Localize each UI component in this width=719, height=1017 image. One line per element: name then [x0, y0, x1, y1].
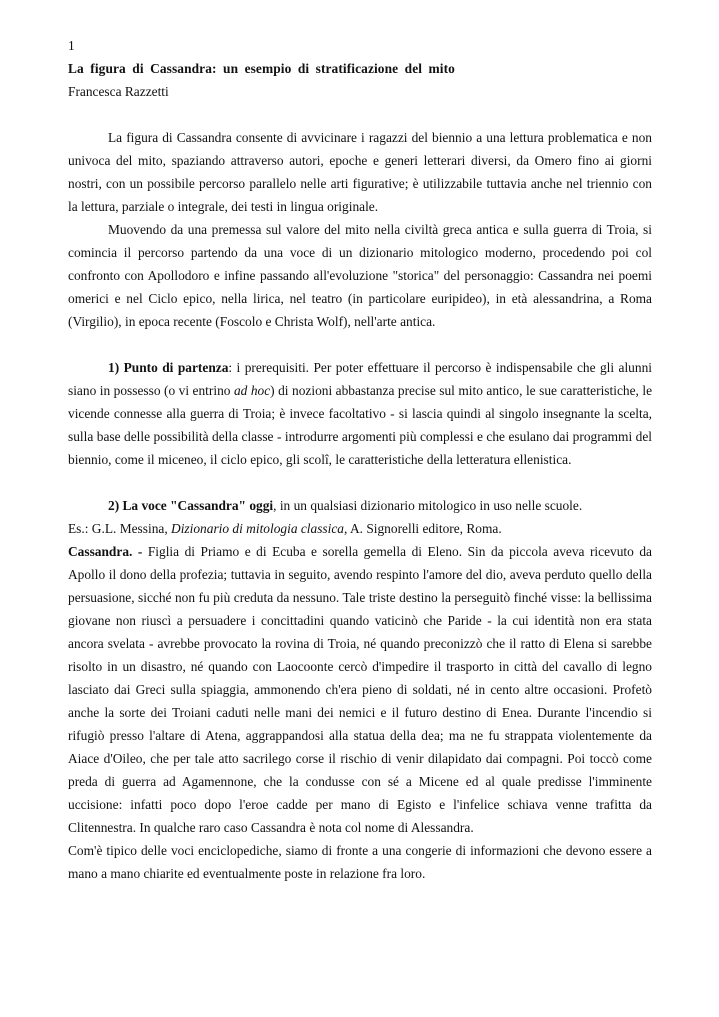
spacer	[68, 333, 652, 356]
reference-line	[68, 517, 652, 540]
reference-title: Dizionario di mitologia classica	[171, 521, 344, 536]
intro-paragraph-2: Muovendo da una premessa sul valore del mito nella civiltà greca antica e sulla guerra di Troia, si comincia il percorso partendo da una voce di un dizionario mitologico moderno, procedendo poi col confronto con Apollodoro e infine passando all'evoluzione "storica" del personaggio: Cassandra nei poemi omerici e nel Ciclo epico, nella lirica, nel teatro (in particolare euripideo), in età alessandrina, a Roma (Virgilio), in epoca recente (Foscolo e Christa Wolf), nell'arte antica.	[68, 222, 652, 329]
intro-paragraph-1: La figura di Cassandra consente di avvicinare i ragazzi del biennio a una lettura problematica e non univoca del mito, spaziando attraverso autori, epoche e generi letterari diversi, da Omero fino ai giorni nostri, con un possibile percorso parallelo nelle arti figurative; è utilizzabile tuttavia anche nel triennio con la lettura, parziale o integrale, dei testi in lingua originale.	[68, 130, 652, 214]
page-number: 1	[68, 38, 75, 53]
dictionary-entry	[68, 540, 652, 839]
section-1-heading: 1) Punto di partenza	[108, 360, 229, 375]
section-2-heading-rest: , in un qualsiasi dizionario mitologico in uso nelle scuole.	[273, 498, 583, 513]
spacer	[68, 471, 652, 494]
section-1-paragraph	[68, 356, 652, 471]
closing-paragraph: Com'è tipico delle voci enciclopediche, siamo di fronte a una congerie di informazioni che devono essere a mano a mano chiarite ed eventualmente poste in relazione fra loro.	[68, 843, 652, 881]
section-2-heading-line	[68, 494, 652, 517]
author-name: Francesca Razzetti	[68, 84, 169, 99]
reference-prefix: Es.: G.L. Messina,	[68, 521, 172, 536]
document-page	[68, 34, 652, 885]
section-1-text: : i prerequisiti. Per poter effettuare il percorso è indispensabile che gli alunni siano in possesso (o vi entrino	[68, 360, 652, 398]
section-2-heading: 2) La voce "Cassandra" oggi	[108, 498, 274, 513]
section-1-text-cont: ) di nozioni abbastanza precise sul mito antico, le sue caratteristiche, le vicende connesse alla guerra di Troia; è invece facoltativo - si lascia quindi al singolo insegnante la scelta, sulla base delle possibilità della classe - introdurre argomenti più complessi e che esulano dai programmi del biennio, come il miceneo, il ciclo epico, gli scolî, le caratteristiche della letteratura ellenistica.	[68, 383, 653, 467]
entry-text: Figlia di Priamo e di Ecuba e sorella gemella di Eleno. Sin da piccola aveva ricevuto da Apollo il dono della profezia; tuttavia in seguito, avendo respinto l'amore del dio, aveva perduto quello della persuasione, sicché non fu più creduta da nessuno. Tale triste destino la perseguitò finché visse: la bellissima giovane non riuscì a persuadere i concittadini quando vaticinò che Paride - la cui identità non era stata ancora svelata - avrebbe provocato la rovina di Troia, né quando preconizzò che il ratto di Elena si sarebbe risolto in un disastro, né quando con Laocoonte cercò d'impedire il trasporto in città del cavallo di legno lasciato dai Greci sulla spiaggia, ammonendo ch'era pieno di soldati, né in cento altre occasioni. Profetò anche la sorte dei Troiani caduti nelle mani dei nemici e il futuro destino di Enea. Durante l'incendio si rifugiò presso l'altare di Atena, aggrappandosi alla statua della dea; ma ne fu strappata violentemente da Aiace d'Oileo, che per tale atto sacrilego corse il rischio di venir dilapidato dai compagni. Poi toccò come preda di guerra ad Agamennone, che la condusse con sé a Micene ed al quale predisse l'imminente uccisione: infatti poco dopo l'eroe cadde per mano di Egisto e l'infelice schiava venne trafitta da Clitennestra. In qualche raro caso Cassandra è nota col nome di Alessandra.	[68, 544, 652, 835]
reference-suffix: , A. Signorelli editore, Roma.	[344, 521, 502, 536]
spacer	[68, 103, 652, 126]
section-1-italic: ad hoc	[233, 383, 271, 398]
entry-headword: Cassandra. -	[68, 544, 148, 559]
document-title: La figura di Cassandra: un esempio di stratificazione del mito	[68, 61, 455, 76]
